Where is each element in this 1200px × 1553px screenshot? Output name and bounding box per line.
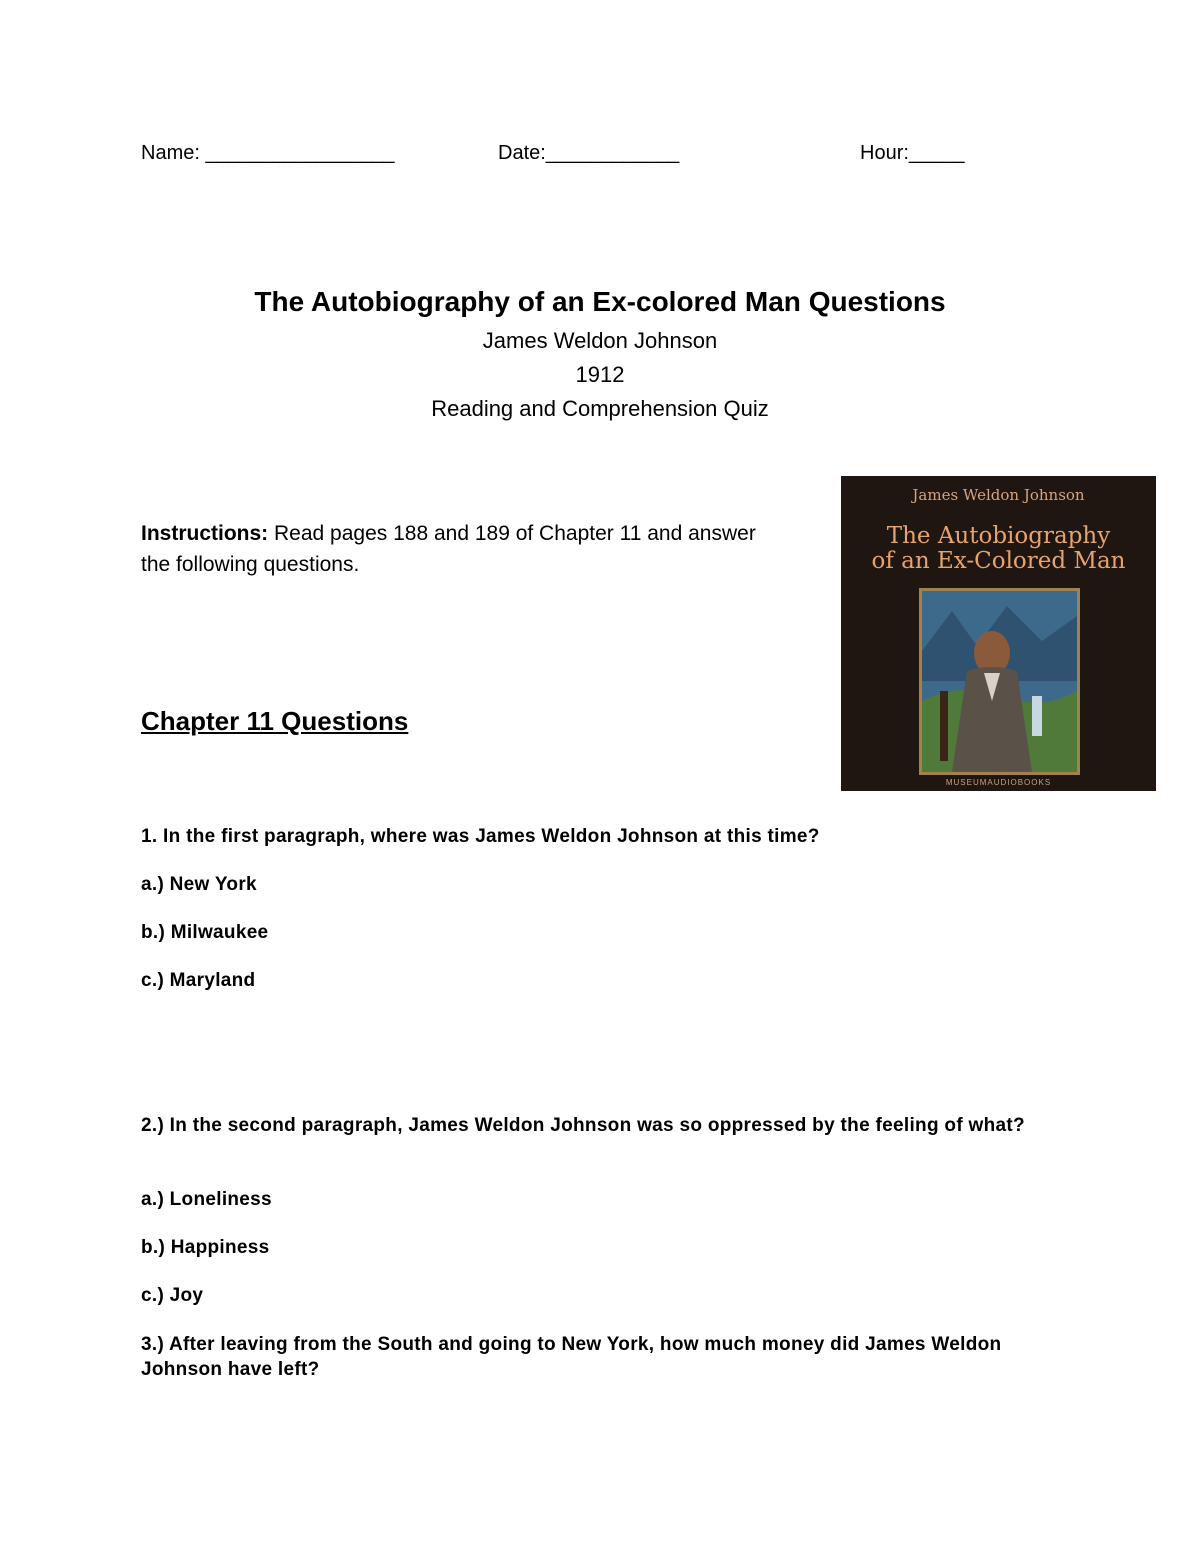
cover-author: James Weldon Johnson	[912, 486, 1085, 504]
date-field: Date:____________	[498, 142, 680, 164]
cover-portrait	[919, 588, 1080, 775]
question-3: 3.) After leaving from the South and going to New York, how much money did James Weldon Johnson have left?	[141, 1334, 1002, 1380]
question-2: 2.) In the second paragraph, James Weldon Johnson was so oppressed by the feeling of what?	[141, 1115, 1025, 1136]
question-1-option-c: c.) Maryland	[141, 970, 256, 991]
portrait-illustration	[922, 591, 1077, 772]
question-1: 1. In the first paragraph, where was James Weldon Johnson at this time?	[141, 826, 820, 847]
author-line: James Weldon Johnson	[482, 328, 718, 353]
question-2-option-b: b.) Happiness	[141, 1237, 270, 1258]
quiz-type-line: Reading and Comprehension Quiz	[431, 396, 769, 421]
cover-title-line1: The Autobiography	[886, 523, 1111, 549]
question-1-option-b: b.) Milwaukee	[141, 922, 269, 943]
name-field: Name: _________________	[141, 142, 395, 164]
question-1-option-a: a.) New York	[141, 874, 257, 895]
cover-title-line2: of an Ex-Colored Man	[871, 548, 1126, 574]
instructions-text: Read pages 188 and 189 of Chapter 11 and answer the following questions.	[141, 522, 756, 576]
instructions-label: Instructions:	[141, 522, 269, 545]
year-line: 1912	[575, 362, 625, 387]
instructions	[141, 518, 781, 580]
cover-title	[841, 524, 1156, 574]
hour-field: Hour:_____	[860, 142, 965, 164]
question-2-option-a: a.) Loneliness	[141, 1189, 272, 1210]
book-cover-image	[841, 476, 1156, 791]
question-2-option-c: c.) Joy	[141, 1285, 204, 1306]
chapter-heading: Chapter 11 Questions	[141, 706, 409, 736]
document-title: The Autobiography of an Ex-colored Man Questions	[254, 286, 946, 317]
cover-publisher: MUSEUMAUDIOBOOKS	[945, 778, 1052, 787]
